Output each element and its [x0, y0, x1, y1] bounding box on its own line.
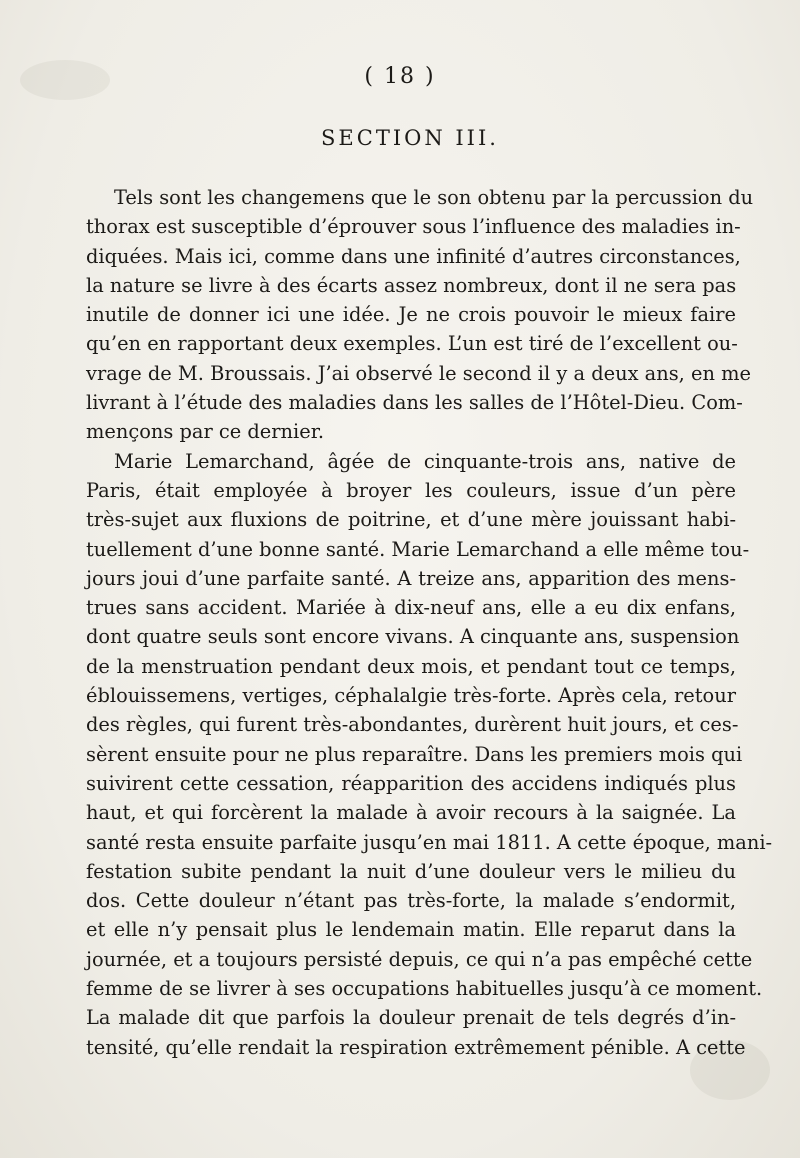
text-line: sèrent ensuite pour ne plus reparaître. Dans les premiers mois qui	[86, 742, 743, 766]
text-line: très-sujet aux fluxions de poitrine, et d’une mère jouissant habi-	[86, 508, 736, 532]
text-line: femme de se livrer à ses occupations habituelles jusqu’à ce moment.	[86, 977, 763, 1001]
text-line: tuellement d’une bonne santé. Marie Lemarchand a elle même tou-	[86, 537, 750, 561]
page-number: ( 18 )	[364, 64, 436, 89]
text-line: thorax est susceptible d’éprouver sous l’influence des maladies in-	[86, 215, 741, 239]
text-line: mençons par ce dernier.	[86, 420, 325, 444]
text-line: dont quatre seuls sont encore vivans. A cinquante ans, suspension	[86, 625, 740, 649]
text-line: haut, et qui forcèrent la malade à avoir recours à la saignée. La	[86, 801, 736, 825]
text-line: tensité, qu’elle rendait la respiration extrêmement pénible. A cette	[86, 1035, 746, 1059]
text-line: jours joui d’une parfaite santé. A treize ans, apparition des mens-	[86, 566, 736, 590]
text-line: santé resta ensuite parfaite jusqu’en mai 1811. A cette époque, mani-	[86, 830, 773, 854]
text-line: Marie Lemarchand, âgée de cinquante-trois ans, native de	[114, 449, 736, 473]
text-line: dos. Cette douleur n’étant pas très-forte, la malade s’endormit,	[86, 889, 736, 913]
text-line: et elle n’y pensait plus le lendemain matin. Elle reparut dans la	[86, 918, 736, 942]
section-title: SECTION III.	[321, 126, 499, 150]
text-line: des règles, qui furent très-abondantes, durèrent huit jours, et ces-	[86, 713, 739, 737]
text-line: vrage de M. Broussais. J’ai observé le second il y a deux ans, en me	[86, 361, 752, 385]
text-line: suivirent cette cessation, réapparition des accidens indiqués plus	[86, 771, 736, 795]
text-line: la nature se livre à des écarts assez nombreux, dont il ne sera pas	[86, 273, 737, 297]
text-line: de la menstruation pendant deux mois, et pendant tout ce temps,	[86, 654, 736, 678]
text-line: festation subite pendant la nuit d’une douleur vers le milieu du	[86, 859, 736, 883]
text-line: inutile de donner ici une idée. Je ne crois pouvoir le mieux faire	[86, 303, 736, 327]
text-line: Tels sont les changemens que le son obtenu par la percussion du	[114, 186, 754, 209]
text-line: livrant à l’étude des maladies dans les salles de l’Hôtel-Dieu. Com-	[86, 391, 743, 415]
text-line: journée, et a toujours persisté depuis, ce qui n’a pas empêché cette	[86, 947, 753, 971]
text-line: qu’en en rapportant deux exemples. L’un est tiré de l’excellent ou-	[86, 332, 738, 356]
text-line: diquées. Mais ici, comme dans une infinité d’autres circonstances,	[86, 244, 741, 268]
text-line: La malade dit que parfois la douleur prenait de tels degrés d’in-	[86, 1006, 736, 1030]
text-line: trues sans accident. Mariée à dix-neuf ans, elle a eu dix enfans,	[86, 596, 736, 620]
text-line: Paris, était employée à broyer les couleurs, issue d’un père	[86, 478, 736, 502]
body-text	[86, 183, 773, 1062]
text-line: éblouissemens, vertiges, céphalalgie très-forte. Après cela, retour	[86, 684, 736, 708]
